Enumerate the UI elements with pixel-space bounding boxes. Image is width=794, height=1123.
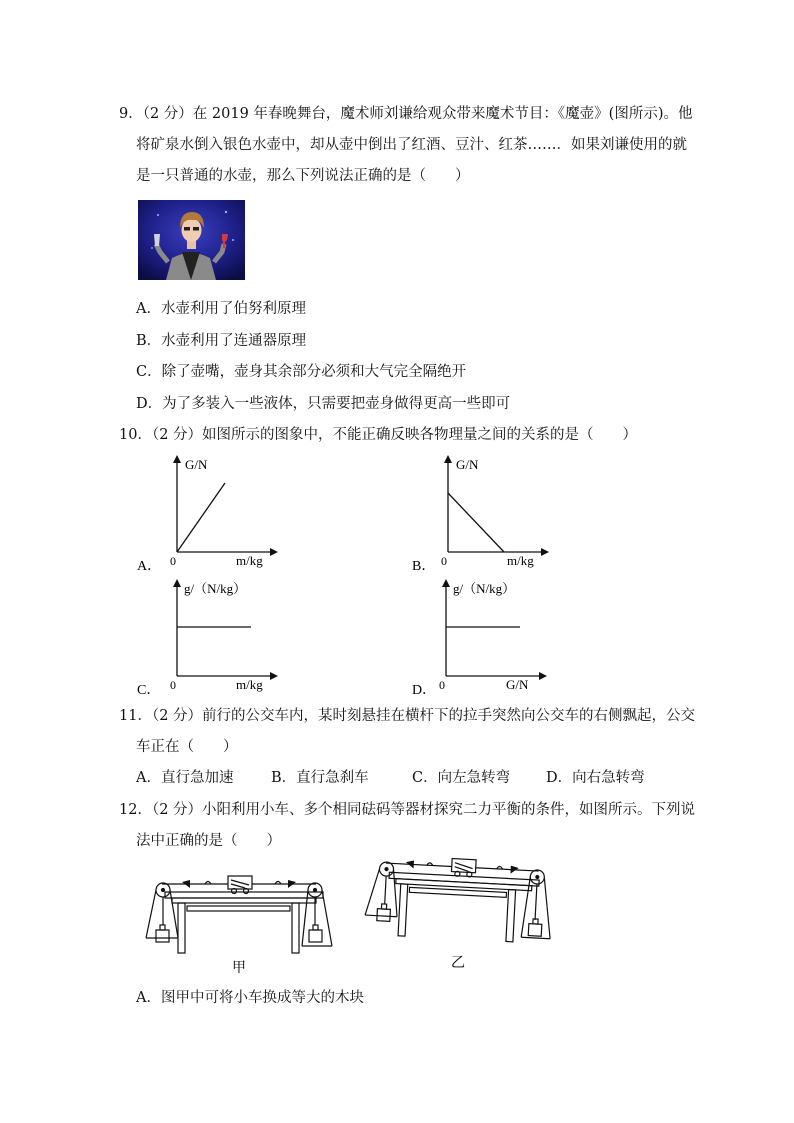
graph-a-origin: 0 — [170, 554, 176, 568]
figure-jia-label: 甲 — [232, 961, 246, 976]
graph-b-origin: 0 — [441, 554, 447, 568]
figure-yi-label: 乙 — [451, 956, 465, 971]
table-leg — [292, 903, 299, 953]
graph-d-xlabel: G/N — [506, 677, 529, 692]
q12-option-a: A．图甲中可将小车换成等大的木块 — [136, 990, 364, 1006]
q9-option-c: C．除了壶嘴，壶身其余部分必须和大气完全隔绝开 — [136, 364, 467, 380]
table-rail — [187, 906, 290, 911]
q9-line-1: 9．（2 分）在 2019 年春晚舞台，魔术师刘谦给观众带来魔术节目：《魔壶》(图所示)。他 — [119, 106, 693, 122]
q9-option-a: A．水壶利用了伯努利原理 — [136, 301, 306, 317]
q11-option-b: B．直行急刹车 — [271, 770, 369, 786]
weight-right — [528, 924, 542, 937]
graph-c-option: C． — [137, 683, 161, 698]
graph-a-option: A． — [137, 559, 162, 574]
graph-b-xlabel: m/kg — [507, 553, 534, 568]
graph-d-origin: 0 — [439, 678, 445, 692]
figure-jia — [146, 876, 332, 953]
string-left — [386, 863, 452, 866]
table-leg — [178, 903, 185, 953]
q9-line-2: 将矿泉水倒入银色水壶中，却从壶中倒出了红酒、豆汁、红茶……．如果刘谦使用的就 — [136, 137, 687, 153]
graph-a-xlabel: m/kg — [236, 553, 263, 568]
graph-d-option: D． — [412, 683, 437, 698]
weight-left — [156, 930, 169, 942]
weight-left — [377, 909, 391, 922]
graph-c-xlabel: m/kg — [236, 677, 263, 692]
table-apron — [396, 879, 532, 891]
q12-line-1: 12．（2 分）小阳利用小车、多个相同砝码等器材探究二力平衡的条件，如图所示。下列说 — [119, 802, 696, 818]
q11-line-2: 车正在（ ） — [136, 739, 238, 755]
q9-option-b: B．水壶利用了连通器原理 — [136, 333, 307, 349]
table-leg — [506, 890, 516, 942]
string-right — [476, 868, 539, 871]
figure-yi — [364, 854, 554, 944]
q9-line-3: 是一只普通的水壶，那么下列说法正确的是（ ） — [136, 168, 470, 184]
graph-c-origin: 0 — [170, 678, 176, 692]
weight-right — [309, 930, 322, 942]
q11-line-1: 11．（2 分）前行的公交车内，某时刻悬挂在横杆下的拉手突然向公交车的右侧飘起，公交 — [119, 708, 696, 724]
graph-d-ylabel: g/（N/kg） — [453, 581, 516, 596]
q9-option-d: D．为了多装入一些液体，只需要把壶身做得更高一些即可 — [136, 396, 511, 412]
q11-option-d: D．向右急转弯 — [546, 770, 645, 786]
q11-option-a: A．直行急加速 — [136, 770, 234, 786]
graph-b-option: B． — [412, 559, 436, 574]
graph-b-ylabel: G/N — [456, 457, 479, 472]
q12-line-2: 法中正确的是（ ） — [136, 833, 281, 849]
q10-stem: 10．（2 分）如图所示的图象中，不能正确反映各物理量之间的关系的是（ ） — [119, 427, 638, 443]
table-leg — [398, 884, 408, 936]
q11-option-c: C．向左急转弯 — [412, 770, 511, 786]
table-apron — [172, 898, 316, 903]
graph-a-ylabel: G/N — [185, 457, 208, 472]
graph-c-ylabel: g/（N/kg） — [184, 581, 247, 596]
